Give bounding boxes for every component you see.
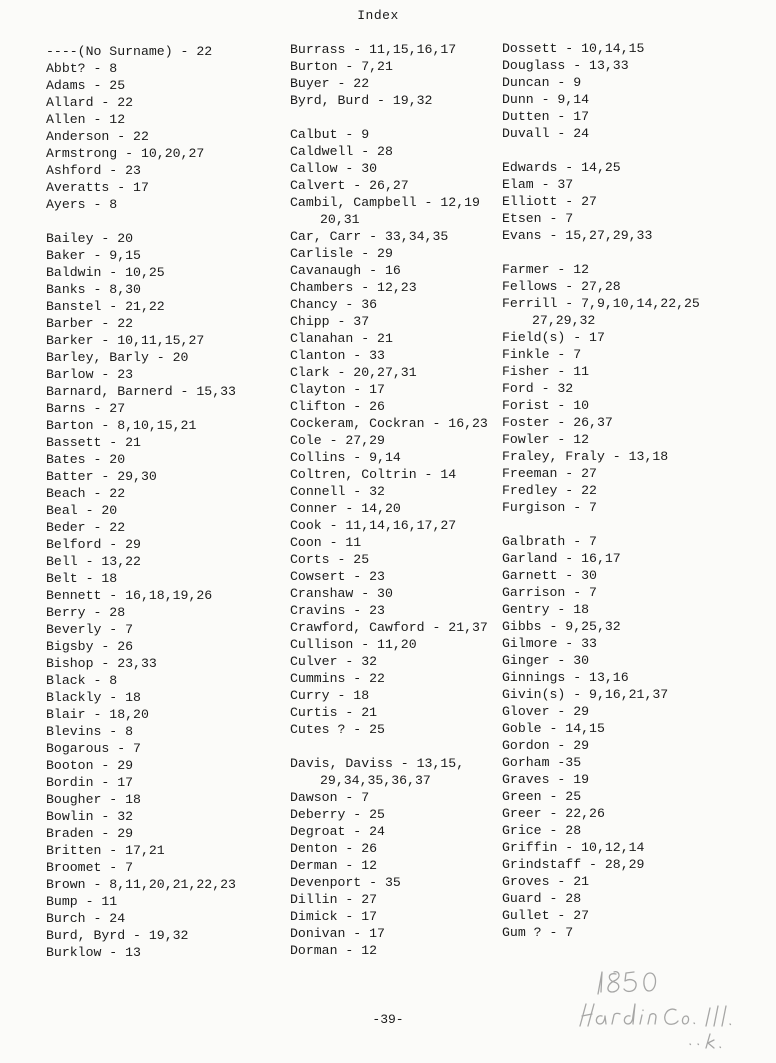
index-column-3	[502, 40, 732, 941]
index-entry: Barns - 27	[46, 401, 126, 416]
index-entry: Burch - 24	[46, 911, 126, 926]
index-entry: Bell - 13,22	[46, 554, 141, 569]
index-entry: Coon - 11	[290, 535, 362, 550]
index-entry: Bogarous - 7	[46, 741, 141, 756]
index-entry: Dillin - 27	[290, 892, 378, 907]
index-entry: Bishop - 23,33	[46, 656, 157, 671]
index-entry: Gilmore - 33	[502, 636, 597, 651]
index-entry: Farmer - 12	[502, 262, 590, 277]
index-entry: Clayton - 17	[290, 382, 385, 397]
index-gap	[290, 738, 505, 755]
index-entry: Belford - 29	[46, 537, 141, 552]
index-entry: Duncan - 9	[502, 75, 582, 90]
index-entry: Gorham -35	[502, 755, 582, 770]
index-entry: Garnett - 30	[502, 568, 597, 583]
index-entry: Corts - 25	[290, 552, 370, 567]
index-entry: Clifton - 26	[290, 399, 385, 414]
index-entry: Dorman - 12	[290, 943, 378, 958]
index-entry: Averatts - 17	[46, 180, 149, 195]
index-gap	[502, 516, 732, 533]
index-entry: Black - 8	[46, 673, 118, 688]
index-entry: Ginger - 30	[502, 653, 590, 668]
index-column-2	[290, 41, 505, 959]
index-entry: Barton - 8,10,15,21	[46, 418, 197, 433]
index-entry: Beverly - 7	[46, 622, 134, 637]
index-entry: Banks - 8,30	[46, 282, 141, 297]
index-entry: Garland - 16,17	[502, 551, 621, 566]
index-entry-continuation: 29,34,35,36,37	[320, 773, 431, 788]
index-entry: Crawford, Cawford - 21,37	[290, 620, 488, 635]
index-entry: Belt - 18	[46, 571, 118, 586]
index-entry: Ford - 32	[502, 381, 574, 396]
index-entry: Beach - 22	[46, 486, 126, 501]
index-entry: Cravins - 23	[290, 603, 385, 618]
index-entry: Cullison - 11,20	[290, 637, 417, 652]
index-entry: Fellows - 27,28	[502, 279, 621, 294]
index-entry: Ashford - 23	[46, 163, 141, 178]
index-entry: Cranshaw - 30	[290, 586, 393, 601]
index-entry: Carlisle - 29	[290, 246, 393, 261]
index-entry: Bigsby - 26	[46, 639, 134, 654]
index-entry: Adams - 25	[46, 78, 126, 93]
index-entry: Car, Carr - 33,34,35	[290, 229, 449, 244]
index-entry: Groves - 21	[502, 874, 590, 889]
index-entry: Bordin - 17	[46, 775, 134, 790]
index-gap	[502, 244, 732, 261]
index-entry: Gordon - 29	[502, 738, 590, 753]
index-entry: Forist - 10	[502, 398, 590, 413]
index-entry: Cockeram, Cockran - 16,23	[290, 416, 488, 431]
index-entry: Grindstaff - 28,29	[502, 857, 645, 872]
index-entry: Givin(s) - 9,16,21,37	[502, 687, 669, 702]
index-entry: Fraley, Fraly - 13,18	[502, 449, 669, 464]
index-entry: Gentry - 18	[502, 602, 590, 617]
index-entry: Caldwell - 28	[290, 144, 393, 159]
index-gap	[46, 213, 286, 230]
index-entry: Griffin - 10,12,14	[502, 840, 645, 855]
index-entry: Chambers - 12,23	[290, 280, 417, 295]
index-entry: Donivan - 17	[290, 926, 385, 941]
index-entry: Bump - 11	[46, 894, 118, 909]
index-entry: Berry - 28	[46, 605, 126, 620]
index-entry: Cavanaugh - 16	[290, 263, 401, 278]
index-entry: Bennett - 16,18,19,26	[46, 588, 213, 603]
index-entry: Guard - 28	[502, 891, 582, 906]
index-entry: Curtis - 21	[290, 705, 378, 720]
index-entry: Bassett - 21	[46, 435, 141, 450]
index-entry: Field(s) - 17	[502, 330, 605, 345]
index-entry: Curry - 18	[290, 688, 370, 703]
index-entry: Burd, Byrd - 19,32	[46, 928, 189, 943]
index-entry: Allard - 22	[46, 95, 134, 110]
index-entry: ----(No Surname) - 22	[46, 44, 213, 59]
index-gap	[502, 142, 732, 159]
index-entry: Elliott - 27	[502, 194, 597, 209]
index-entry: Beal - 20	[46, 503, 118, 518]
index-entry: Baldwin - 10,25	[46, 265, 165, 280]
index-entry: Foster - 26,37	[502, 415, 613, 430]
index-entry: Culver - 32	[290, 654, 378, 669]
index-entry: Burklow - 13	[46, 945, 141, 960]
index-entry: Anderson - 22	[46, 129, 149, 144]
index-entry: Barker - 10,11,15,27	[46, 333, 205, 348]
index-entry: Gum ? - 7	[502, 925, 574, 940]
index-entry: Blair - 18,20	[46, 707, 149, 722]
index-entry: Clanton - 33	[290, 348, 385, 363]
index-entry: Graves - 19	[502, 772, 590, 787]
index-entry: Clanahan - 21	[290, 331, 393, 346]
index-entry: Baker - 9,15	[46, 248, 141, 263]
index-entry: Devenport - 35	[290, 875, 401, 890]
index-entry: Bowlin - 32	[46, 809, 134, 824]
index-entry: Cole - 27,29	[290, 433, 385, 448]
index-entry: Gullet - 27	[502, 908, 590, 923]
index-entry: Conner - 14,20	[290, 501, 401, 516]
index-entry: Ferrill - 7,9,10,14,22,25	[502, 296, 700, 311]
index-entry: Blevins - 8	[46, 724, 134, 739]
index-entry: Callow - 30	[290, 161, 378, 176]
index-entry: Calvert - 26,27	[290, 178, 409, 193]
index-entry: Cook - 11,14,16,17,27	[290, 518, 457, 533]
index-entry: Braden - 29	[46, 826, 134, 841]
pencil-annotation-drawing	[572, 958, 762, 1058]
index-entry: Davis, Daviss - 13,15,	[290, 756, 465, 771]
index-entry: Connell - 32	[290, 484, 385, 499]
index-entry: Broomet - 7	[46, 860, 134, 875]
index-entry: Byrd, Burd - 19,32	[290, 93, 433, 108]
index-entry: Dunn - 9,14	[502, 92, 590, 107]
index-entry: Blackly - 18	[46, 690, 141, 705]
index-entry: Douglass - 13,33	[502, 58, 629, 73]
index-entry: Garrison - 7	[502, 585, 597, 600]
index-entry: Barnard, Barnerd - 15,33	[46, 384, 236, 399]
index-entry: Buyer - 22	[290, 76, 370, 91]
index-gap	[290, 109, 505, 126]
index-entry: Fowler - 12	[502, 432, 590, 447]
index-entry: Denton - 26	[290, 841, 378, 856]
index-entry: Freeman - 27	[502, 466, 597, 481]
index-entry: Booton - 29	[46, 758, 134, 773]
index-column-1	[46, 43, 286, 961]
index-entry-continuation: 20,31	[320, 212, 360, 227]
index-entry: Bougher - 18	[46, 792, 141, 807]
index-entry: Armstrong - 10,20,27	[46, 146, 205, 161]
index-entry: Allen - 12	[46, 112, 126, 127]
handwritten-pencil-note	[572, 958, 762, 1058]
index-entry: Glover - 29	[502, 704, 590, 719]
index-entry: Ginnings - 13,16	[502, 670, 629, 685]
page-title: Index	[357, 8, 399, 23]
index-entry: Cambil, Campbell - 12,19	[290, 195, 480, 210]
index-entry: Goble - 14,15	[502, 721, 605, 736]
index-entry: Coltren, Coltrin - 14	[290, 467, 457, 482]
index-entry: Fisher - 11	[502, 364, 590, 379]
index-entry: Dossett - 10,14,15	[502, 41, 645, 56]
index-entry: Cummins - 22	[290, 671, 385, 686]
index-entry: Burrass - 11,15,16,17	[290, 42, 457, 57]
index-entry: Deberry - 25	[290, 807, 385, 822]
index-entry: Barlow - 23	[46, 367, 134, 382]
index-entry: Edwards - 14,25	[502, 160, 621, 175]
index-entry: Britten - 17,21	[46, 843, 165, 858]
index-entry: Bates - 20	[46, 452, 126, 467]
index-entry: Evans - 15,27,29,33	[502, 228, 653, 243]
page-number: -39-	[372, 1012, 404, 1027]
index-entry: Bailey - 20	[46, 231, 134, 246]
index-entry: Abbt? - 8	[46, 61, 118, 76]
index-entry: Finkle - 7	[502, 347, 582, 362]
index-entry: Barley, Barly - 20	[46, 350, 189, 365]
index-entry: Dimick - 17	[290, 909, 378, 924]
index-entry: Cutes ? - 25	[290, 722, 385, 737]
index-entry: Grice - 28	[502, 823, 582, 838]
index-entry: Degroat - 24	[290, 824, 385, 839]
index-entry: Elam - 37	[502, 177, 574, 192]
index-entry: Derman - 12	[290, 858, 378, 873]
index-entry: Beder - 22	[46, 520, 126, 535]
index-entry: Brown - 8,11,20,21,22,23	[46, 877, 236, 892]
index-entry: Ayers - 8	[46, 197, 118, 212]
index-entry: Calbut - 9	[290, 127, 370, 142]
index-entry: Etsen - 7	[502, 211, 574, 226]
index-entry-continuation: 27,29,32	[532, 313, 596, 328]
index-entry: Gibbs - 9,25,32	[502, 619, 621, 634]
index-entry: Dawson - 7	[290, 790, 370, 805]
index-entry: Green - 25	[502, 789, 582, 804]
index-entry: Galbrath - 7	[502, 534, 597, 549]
index-entry: Greer - 22,26	[502, 806, 605, 821]
index-entry: Collins - 9,14	[290, 450, 401, 465]
index-entry: Cowsert - 23	[290, 569, 385, 584]
index-entry: Burton - 7,21	[290, 59, 393, 74]
index-entry: Banstel - 21,22	[46, 299, 165, 314]
index-entry: Chipp - 37	[290, 314, 370, 329]
index-entry: Fredley - 22	[502, 483, 597, 498]
index-entry: Clark - 20,27,31	[290, 365, 417, 380]
index-entry: Chancy - 36	[290, 297, 378, 312]
index-entry: Duvall - 24	[502, 126, 590, 141]
index-entry: Dutten - 17	[502, 109, 590, 124]
index-entry: Batter - 29,30	[46, 469, 157, 484]
index-entry: Furgison - 7	[502, 500, 597, 515]
index-entry: Barber - 22	[46, 316, 134, 331]
